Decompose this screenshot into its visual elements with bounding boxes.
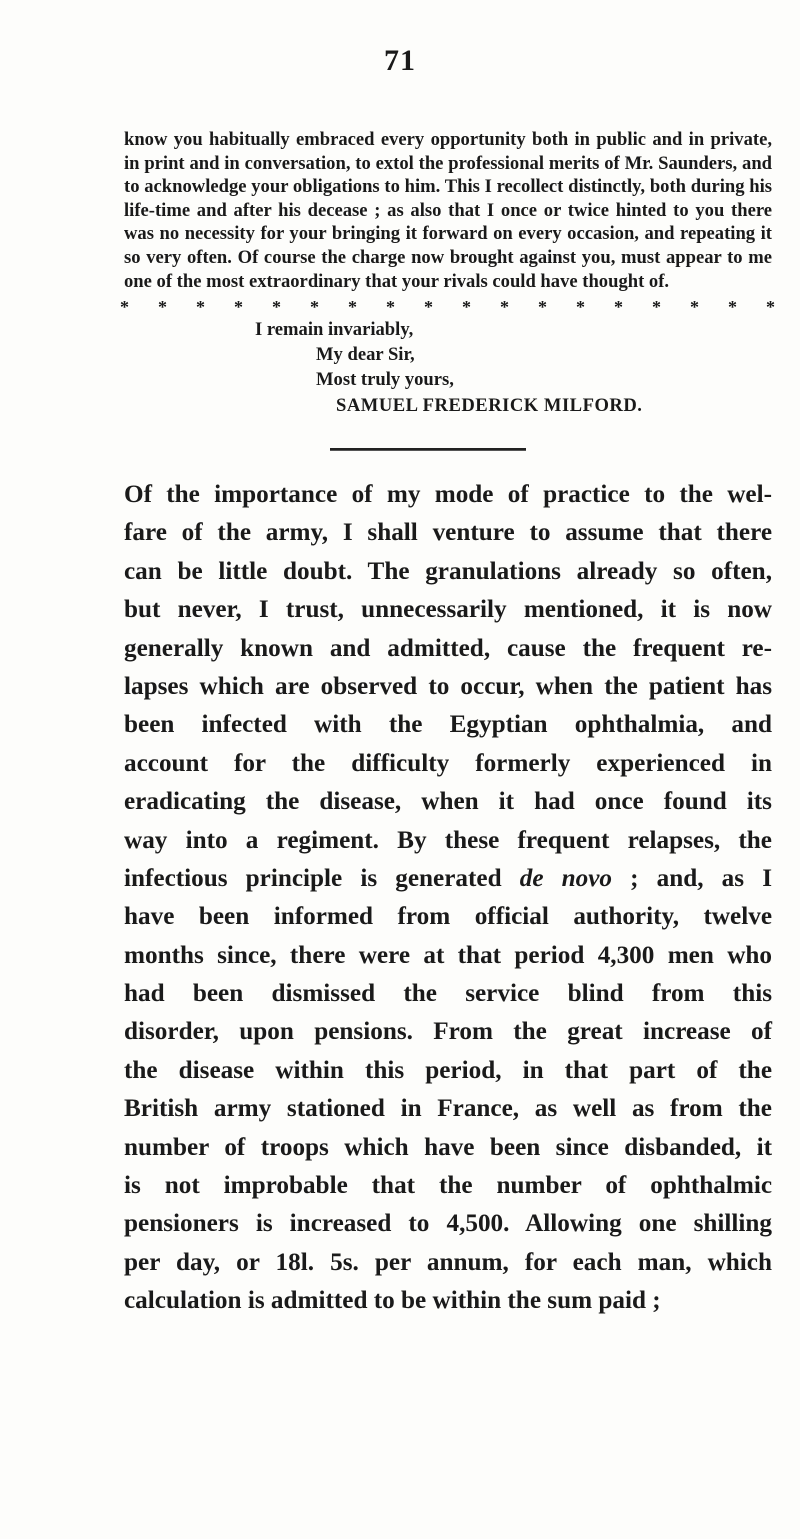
text-line: months since, there were at that period 4,300 men who <box>124 941 772 969</box>
text-line: had been dismissed the service blind from this <box>124 980 772 1008</box>
asterisk: * <box>690 297 699 317</box>
asterisk: * <box>272 297 281 317</box>
text-line: can be little doubt. The granulations already so often, <box>124 557 772 585</box>
asterisk: * <box>500 297 509 317</box>
asterisk: * <box>196 297 205 317</box>
text-line: fare of the army, I shall venture to assume that there <box>124 519 772 547</box>
page-number: 71 <box>384 44 416 77</box>
asterisk: * <box>120 297 129 317</box>
text-line: but never, I trust, unnecessarily mentioned, it is now <box>124 596 772 624</box>
asterisk: * <box>424 297 433 317</box>
text-line: way into a regiment. By these frequent relapses, the <box>124 826 772 854</box>
asterisk: * <box>728 297 737 317</box>
text-line: account for the difficulty formerly experienced in <box>124 749 772 777</box>
text-line: per day, or 18l. 5s. per annum, for each man, which <box>124 1248 772 1276</box>
asterisk: * <box>310 297 319 317</box>
asterisk: * <box>386 297 395 317</box>
text-line: pensioners is increased to 4,500. Allowing one shilling <box>124 1210 772 1238</box>
letter-paragraph: know you habitually embraced every opportunity both in public and in private, in print and in conversation, to extol the professional merits of Mr. Saunders, and to acknowledge your obligations to him. This I recollect distinctly, both during his life-time and after his decease ; as also that I once or twice hinted to you there was no necessity for your bringing it forward on every occasion, and repeating it so very often. Of course the charge now brought against you, must appear to me one of the most extraordinary that your rivals could have thought of. <box>124 129 772 292</box>
asterism-row <box>120 296 775 318</box>
italic-phrase: de novo <box>519 864 612 892</box>
text-line: been infected with the Egyptian ophthalmia, and <box>124 711 772 739</box>
asterisk: * <box>158 297 167 317</box>
closing-line-remain: I remain invariably, <box>255 319 414 340</box>
text-run: ; and, as I <box>612 864 772 892</box>
text-run: infectious principle is generated <box>124 864 520 892</box>
essay-paragraph <box>124 476 772 1321</box>
asterisk: * <box>234 297 243 317</box>
text-line: have been informed from official authority, twelve <box>124 903 772 931</box>
asterisk: * <box>576 297 585 317</box>
asterisk: * <box>538 297 547 317</box>
signature: SAMUEL FREDERICK MILFORD. <box>336 395 643 416</box>
text-line: lapses which are observed to occur, when the patient has <box>124 672 772 700</box>
text-line: Of the importance of my mode of practice to the wel- <box>124 481 772 508</box>
text-line: eradicating the disease, when it had once found its <box>124 788 772 816</box>
section-divider <box>330 448 526 451</box>
text-line: the disease within this period, in that part of the <box>124 1056 772 1084</box>
text-line: number of troops which have been since disbanded, it <box>124 1133 772 1161</box>
asterisk: * <box>766 297 775 317</box>
text-line: generally known and admitted, cause the frequent re- <box>124 634 772 662</box>
closing-line-salutation: My dear Sir, <box>316 344 415 365</box>
asterisk: * <box>462 297 471 317</box>
text-line: is not improbable that the number of ophthalmic <box>124 1172 772 1200</box>
text-line-with-italic <box>124 860 772 898</box>
text-line: disorder, upon pensions. From the great increase of <box>124 1018 772 1046</box>
asterisk: * <box>652 297 661 317</box>
asterisk: * <box>348 297 357 317</box>
text-line: British army stationed in France, as well as from the <box>124 1095 772 1123</box>
asterisk: * <box>614 297 623 317</box>
closing-line-yours: Most truly yours, <box>316 369 454 390</box>
text-line: calculation is admitted to be within the sum paid ; <box>124 1287 661 1315</box>
